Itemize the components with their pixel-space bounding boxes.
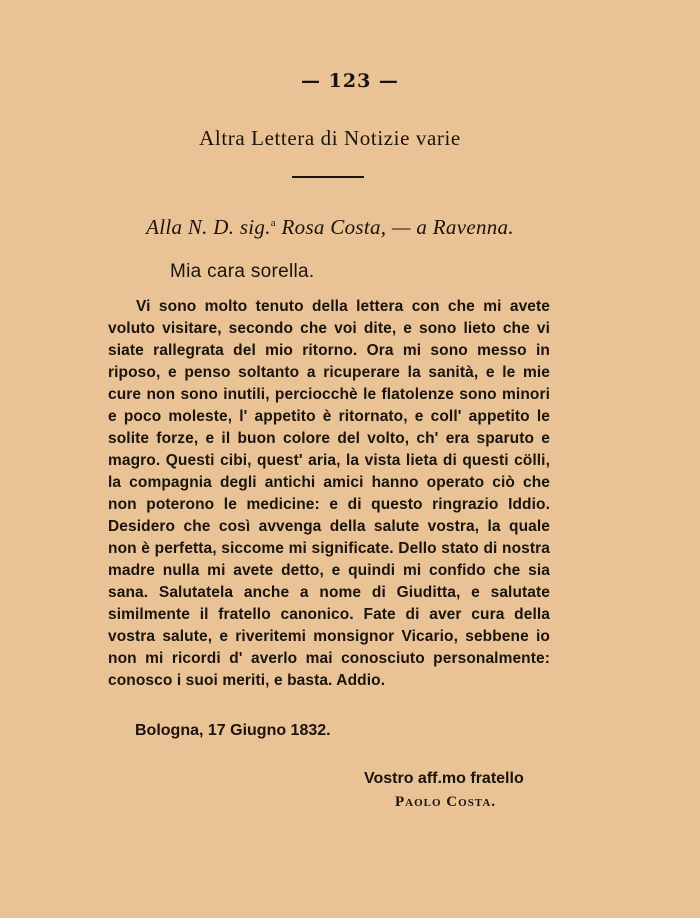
signature: Paolo Costa. [395,794,497,810]
addressee-prefix: Alla N. D. sig. [146,215,271,239]
title-divider [292,176,364,178]
dateline: Bologna, 17 Giugno 1832. [135,722,331,739]
greeting: Mia cara sorella. [170,261,315,282]
addressee-superscript: a [270,217,276,229]
addressee-line [0,215,660,240]
page-number: — 123 — [301,70,399,92]
closing-line: Vostro aff.mo fratello [364,770,524,787]
addressee-rest: Rosa Costa, — a Ravenna. [275,215,514,239]
letter-title: Altra Lettera di Notizie varie [199,126,461,150]
letter-body: Vi sono molto tenuto della lettera con che mi avete voluto visitare, secondo che voi dite, e sono lieto che vi siate rallegrata del mio ritorno. Ora mi sono messo in riposo, e penso soltanto a ricuperare la sanità, e le mie cure non sono inutili, perciocchè le flatolenze sono minori e poco moleste, l' appetito è ritornato, e coll' appetito le solite forze, e il buon colore del volto, ch' era sparuto e magro. Questi cibi, quest' aria, la vista lieta di questi cölli, la compagnia degli antichi amici hanno operato ciò che non poterono le medicine: e di questo ringrazio Iddio. Desidero che così avvenga della salute vostra, la quale non è perfetta, siccome mi significate. Dello stato di nostra madre nulla mi avete detto, e quindi mi confido che sia sana. Salutatela anche a nome di Giuditta, e salutate similmente il fratello canonico. Fate di aver cura della vostra salute, e riveritemi monsignor Vicario, sebbene io non mi ricordi d' averlo mai conosciuto personalmente: conosco i suoi meriti, e basta. Addio. [108,298,550,689]
